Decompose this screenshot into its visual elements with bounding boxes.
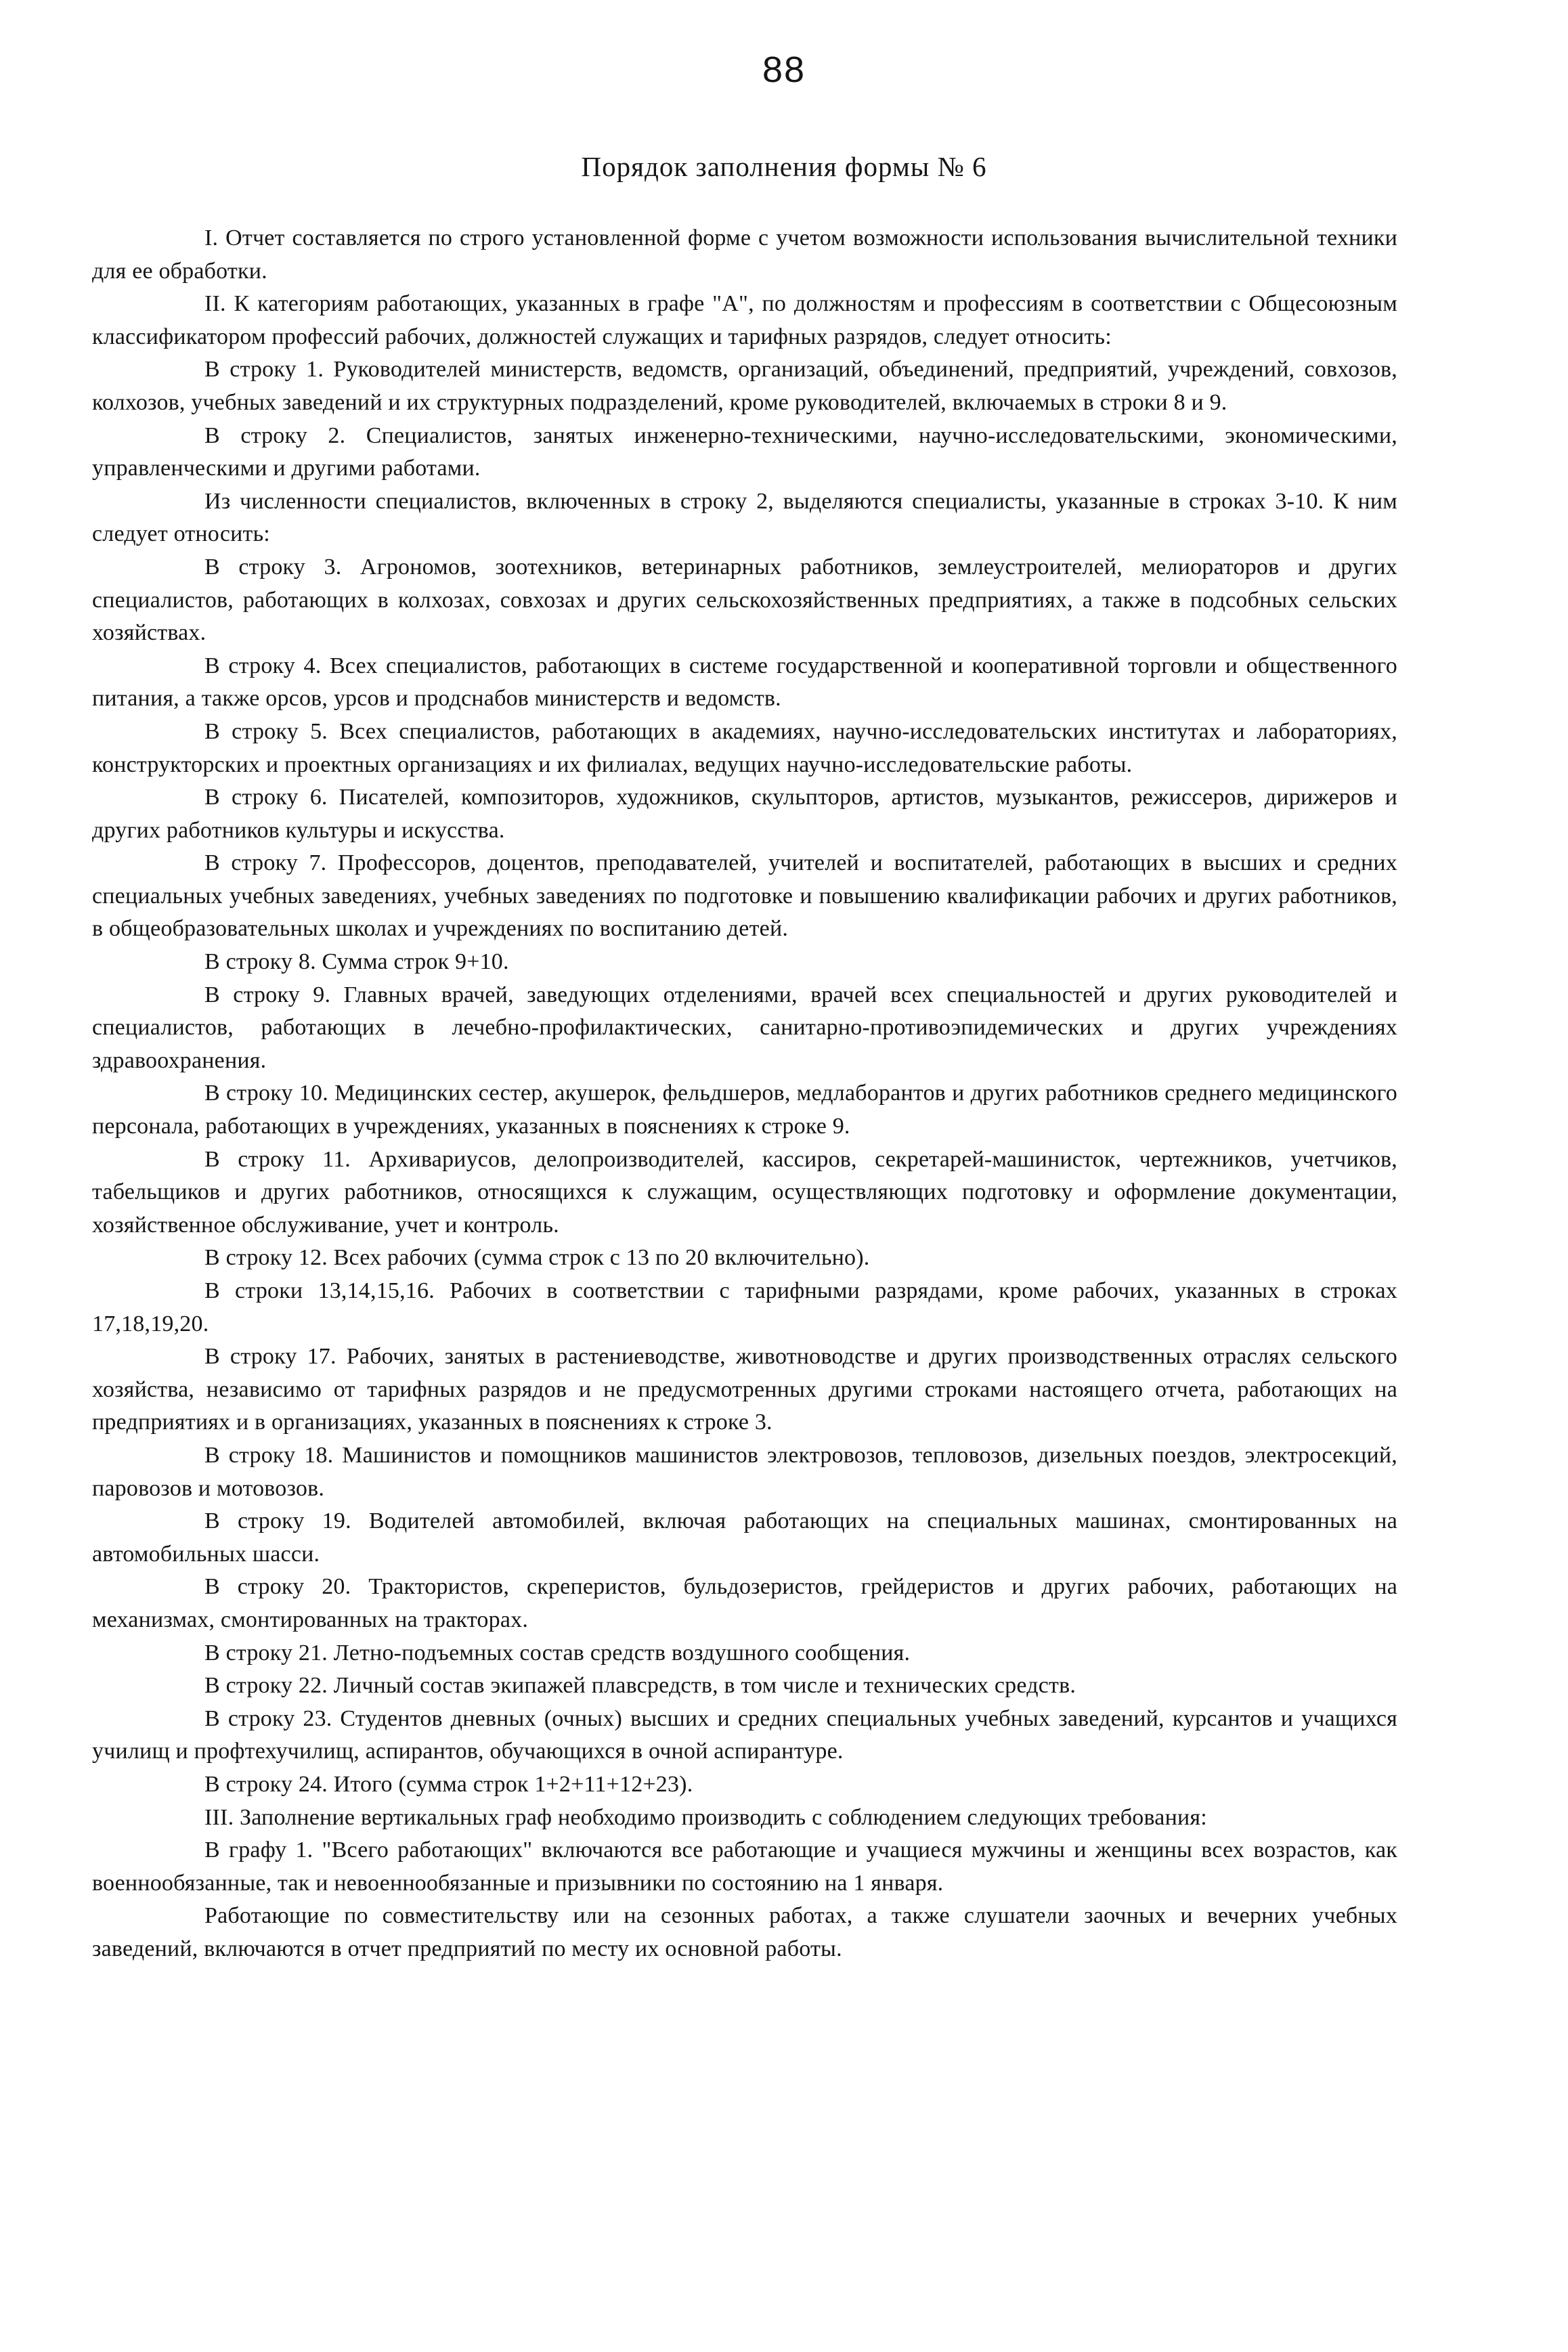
paragraph-section-2: II. К категориям работающих, указанных в графе "А", по должностям и профессиям в соответствии с Общесоюзным классификатором профессий рабочих, должностей служащих и тарифных разрядов, следует относить: [92,291,1397,349]
paragraph-section-3: III. Заполнение вертикальных граф необходимо производить с соблюдением следующих требования: [204,1804,1207,1830]
paragraph-row-21: В строку 21. Летно-подъемных состав средств воздушного сообщения. [204,1640,911,1665]
paragraph-row-1: В строку 1. Руководителей министерств, ведомств, организаций, объединений, предприятий, учреждений, совхозов, колхозов, учебных заведений и их структурных подразделений, кроме руководителей, включаемых в строки 8 и 9. [92,357,1397,415]
page-number: 88 [762,49,806,90]
paragraph-row-24: В строку 24. Итого (сумма строк 1+2+11+12+23). [204,1771,693,1797]
paragraph-row-3: В строку 3. Агрономов, зоотехников, ветеринарных работников, землеустроителей, мелиораторов и других специалистов, работающих в колхозах, совхозах и других сельскохозяйственных предприятиях, а также в подсобных сельских хозяйствах. [92,554,1397,646]
paragraph-row-10: В строку 10. Медицинских сестер, акушерок, фельдшеров, медлаборантов и других работников среднего медицинского персонала, работающих в учреждениях, указанных в пояснениях к строке 9. [92,1081,1397,1139]
paragraph-row-20: В строку 20. Трактористов, скреперистов, бульдозеристов, грейдеристов и других рабочих, работающих на механизмах, смонтированных на тракторах. [92,1574,1397,1632]
paragraph-row-18: В строку 18. Машинистов и помощников машинистов электровозов, тепловозов, дизельных поездов, электросекций, паровозов и мотовозов. [92,1442,1397,1501]
paragraph-row-6: В строку 6. Писателей, композиторов, художников, скульпторов, артистов, музыкантов, режиссеров, дирижеров и других работников культуры и искусства. [92,785,1397,843]
paragraph-row-17: В строку 17. Рабочих, занятых в растениеводстве, животноводстве и других производственных отраслях сельского хозяйства, независимо от тарифных разрядов и не предусмотренных другими строками настоящего отчета, работающих на предприятиях и в организациях, указанных в пояснениях к строке 3. [92,1344,1397,1435]
paragraph-row-11: В строку 11. Архивариусов, делопроизводителей, кассиров, секретарей-машинисток, чертежников, учетчиков, табельщиков и других работников, относящихся к служащим, осуществляющих подготовку и оформление документации, хозяйственное обслуживание, учет и контроль. [92,1146,1397,1238]
paragraph-column-1: В графу 1. "Всего работающих" включаются все работающие и учащиеся мужчины и женщины всех возрастов, как военнообязанные, так и невоеннообязанные и призывники по состоянию на 1 января. [92,1837,1397,1896]
paragraph-rows-13-16: В строки 13,14,15,16. Рабочих в соответствии с тарифными разрядами, кроме рабочих, указанных в строках 17,18,19,20. [92,1278,1397,1336]
paragraph-specialists-note: Из численности специалистов, включенных в строку 2, выделяются специалисты, указанные в строках 3-10. К ним следует относить: [92,488,1397,547]
paragraph-row-2: В строку 2. Специалистов, занятых инженерно-техническими, научно-исследовательскими, экономическими, управленческими и другими работами. [92,422,1397,481]
paragraph-row-12: В строку 12. Всех рабочих (сумма строк с 13 по 20 включительно). [204,1245,870,1271]
page-title: Порядок заполнения формы № 6 [581,151,987,182]
paragraph-row-8: В строку 8. Сумма строк 9+10. [204,949,509,975]
document-body [92,222,1397,1965]
paragraph-row-5: В строку 5. Всех специалистов, работающих в академиях, научно-исследовательских институтах и лабораториях, конструкторских и проектных организациях и их филиалах, ведущих научно-исследовательские работы. [92,718,1397,777]
paragraph-row-9: В строку 9. Главных врачей, заведующих отделениями, врачей всех специальностей и других руководителей и специалистов, работающих в лечебно-профилактических, санитарно-противоэпидемических и других учреждениях здравоохранения. [92,982,1397,1073]
paragraph-row-23: В строку 23. Студентов дневных (очных) высших и средних специальных учебных заведений, курсантов и учащихся училищ и профтехучилищ, аспирантов, обучающихся в очной аспирантуре. [92,1705,1397,1764]
paragraph-row-4: В строку 4. Всех специалистов, работающих в системе государственной и кооперативной торговли и общественного питания, а также орсов, урсов и продснабов министерств и ведомств. [92,653,1397,712]
paragraph-row-19: В строку 19. Водителей автомобилей, включая работающих на специальных машинах, смонтированных на автомобильных шасси. [92,1508,1397,1567]
paragraph-part-time-note: Работающие по совместительству или на сезонных работах, а также слушатели заочных и вечерних учебных заведений, включаются в отчет предприятий по месту их основной работы. [92,1903,1397,1961]
paragraph-row-7: В строку 7. Профессоров, доцентов, преподавателей, учителей и воспитателей, работающих в высших и средних специальных учебных заведениях, учебных заведениях по подготовке и повышению квалификации рабочих и других работников, в общеобразовательных школах и учреждениях по воспитанию детей. [92,850,1397,942]
paragraph-row-22: В строку 22. Личный состав экипажей плавсредств, в том числе и технических средств. [204,1673,1076,1699]
paragraph-section-1: I. Отчет составляется по строго установленной форме с учетом возможности использования вычислительной техники для ее обработки. [92,225,1397,284]
